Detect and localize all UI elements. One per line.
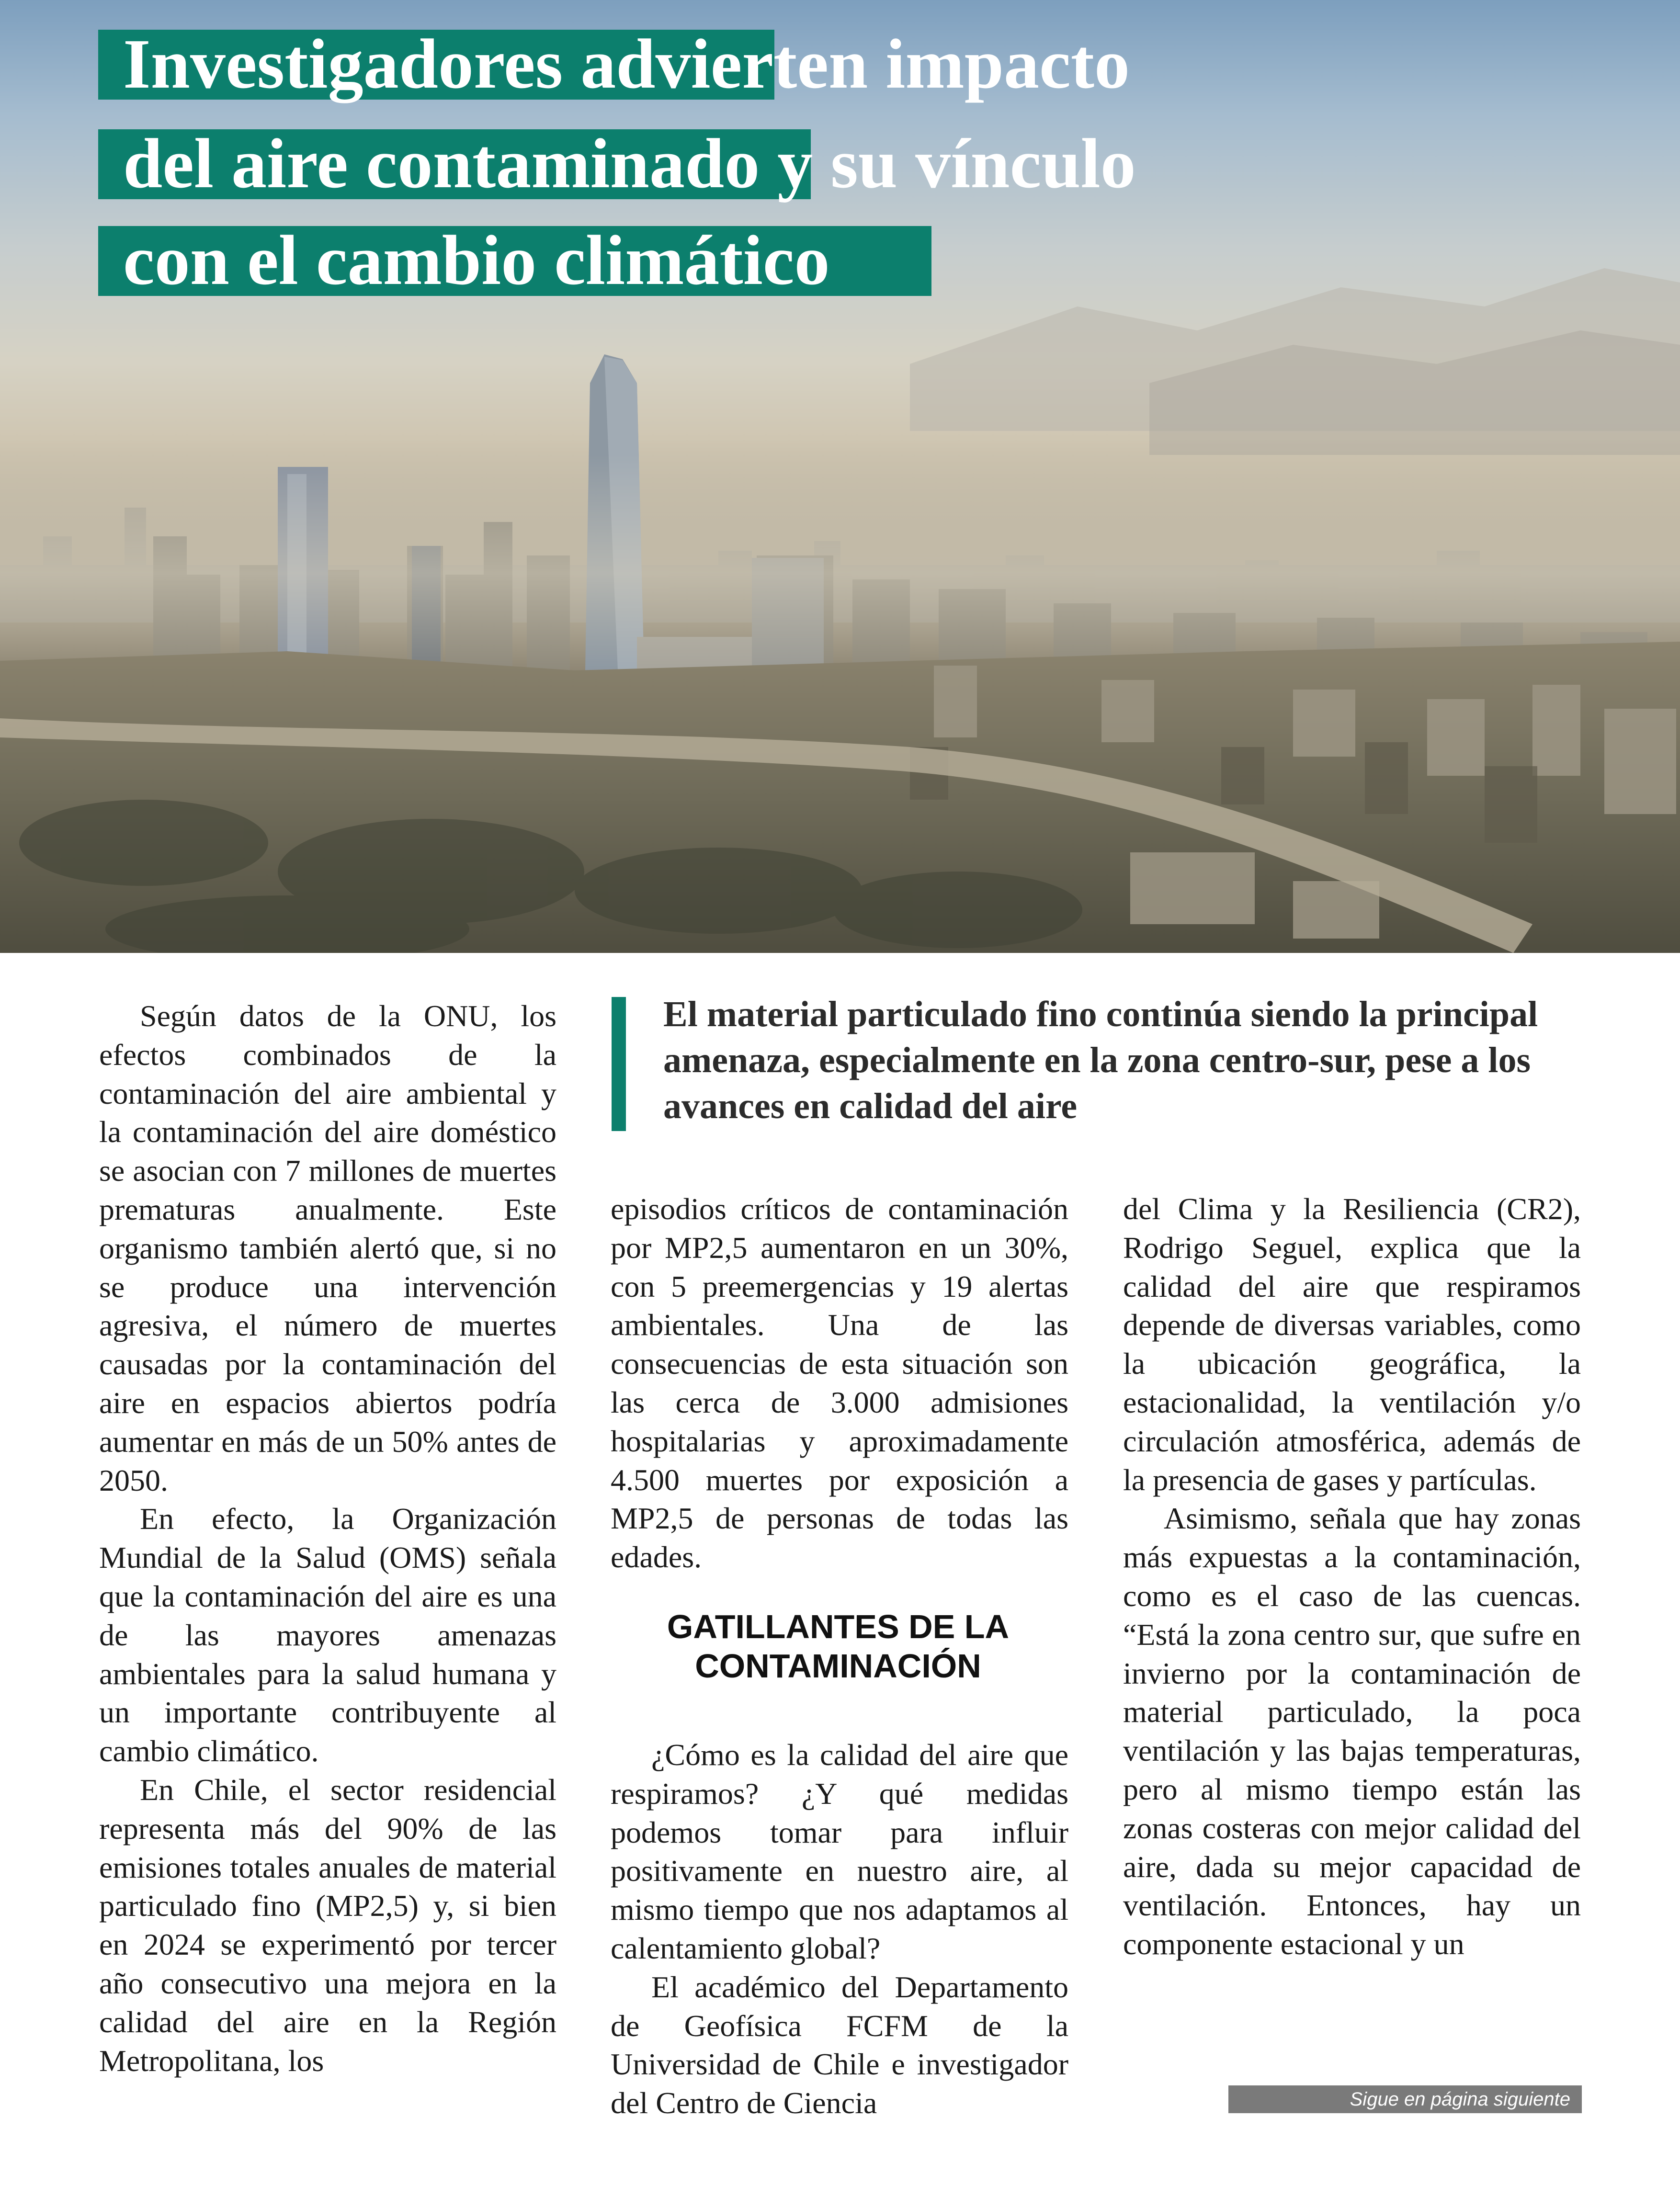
paragraph: Según datos de la ONU, los efectos combinados de la contaminación del aire ambiental y la contaminación del aire doméstico se asocian con 7 millones de muertes prematuras anualmente. Este organismo también alertó que, si no se produce una intervención agresiva, el número de muertes causadas por la contaminación del aire en espacios abiertos podría aumentar en más de un 50% antes de 2050.: [99, 999, 556, 1497]
article-column-2-bottom: [611, 1736, 1068, 2123]
continue-next-page-label: Sigue en página siguiente: [1228, 2085, 1582, 2113]
paragraph: En Chile, el sector residencial representa más del 90% de las emisiones totales anuales de material particulado fino (MP2,5) y, si bien en 2024 se experimentó por tercer año consecutivo una mejora en la calidad del aire en la Región Metropolitana, los: [99, 1772, 556, 2078]
paragraph: En efecto, la Organización Mundial de la Salud (OMS) señala que la contaminación del aire es una de las mayores amenazas ambientales para la salud humana y un importante contribuyente al cambio climático.: [99, 1502, 556, 1768]
article-column-3: [1123, 1190, 1581, 1964]
paragraph: del Clima y la Resiliencia (CR2), Rodrigo Seguel, explica que la calidad del aire que respiramos depende de diversas variables, como la ubicación geográfica, la estacionalidad, la ventilación y/o circulación atmosférica, además de la presencia de gases y partículas.: [1123, 1192, 1581, 1497]
paragraph: El académico del Departamento de Geofísica FCFM de la Universidad de Chile e investigador del Centro de Ciencia: [611, 1970, 1068, 2120]
paragraph: ¿Cómo es la calidad del aire que respiramos? ¿Y qué medidas podemos tomar para influir positivamente en nuestro aire, al mismo tiempo que nos adaptamos al calentamiento global?: [611, 1738, 1068, 1965]
paragraph: episodios críticos de contaminación por MP2,5 aumentaron en un 30%, con 5 preemergencias y 19 alertas ambientales. Una de las consecuencias de esta situación son las cerca de 3.000 admisiones hospitalarias y aproximadamente 4.500 muertes por exposición a MP2,5 de personas de todas las edades.: [611, 1192, 1068, 1574]
pull-quote: El material particulado fino continúa siendo la principal amenaza, especialmente en la zona centro-sur, pese a los avances en calidad del aire: [663, 994, 1538, 1126]
paragraph: Asimismo, señala que hay zonas más expuestas a la contaminación, como es el caso de las cuencas. “Está la zona centro sur, que sufre en invierno por la contaminación de material particulado, la poca ventilación y las bajas temperaturas, pero al mismo tiempo están las zonas costeras con mejor calidad del aire, dada su mejor capacidad de ventilación. Entonces, hay un componente estacional y un: [1123, 1501, 1581, 1961]
article-column-1: [99, 997, 556, 2080]
headline-line-1: Investigadores advierten impacto: [98, 30, 774, 100]
pull-quote-bar: [612, 997, 626, 1131]
headline-line-2: del aire contaminado y su vínculo: [98, 129, 811, 199]
article-column-2-top: [611, 1190, 1068, 1577]
section-subheading: GATILLANTES DE LA CONTAMINACIÓN: [667, 1608, 1010, 1685]
headline-line-3: con el cambio climático: [98, 226, 931, 296]
